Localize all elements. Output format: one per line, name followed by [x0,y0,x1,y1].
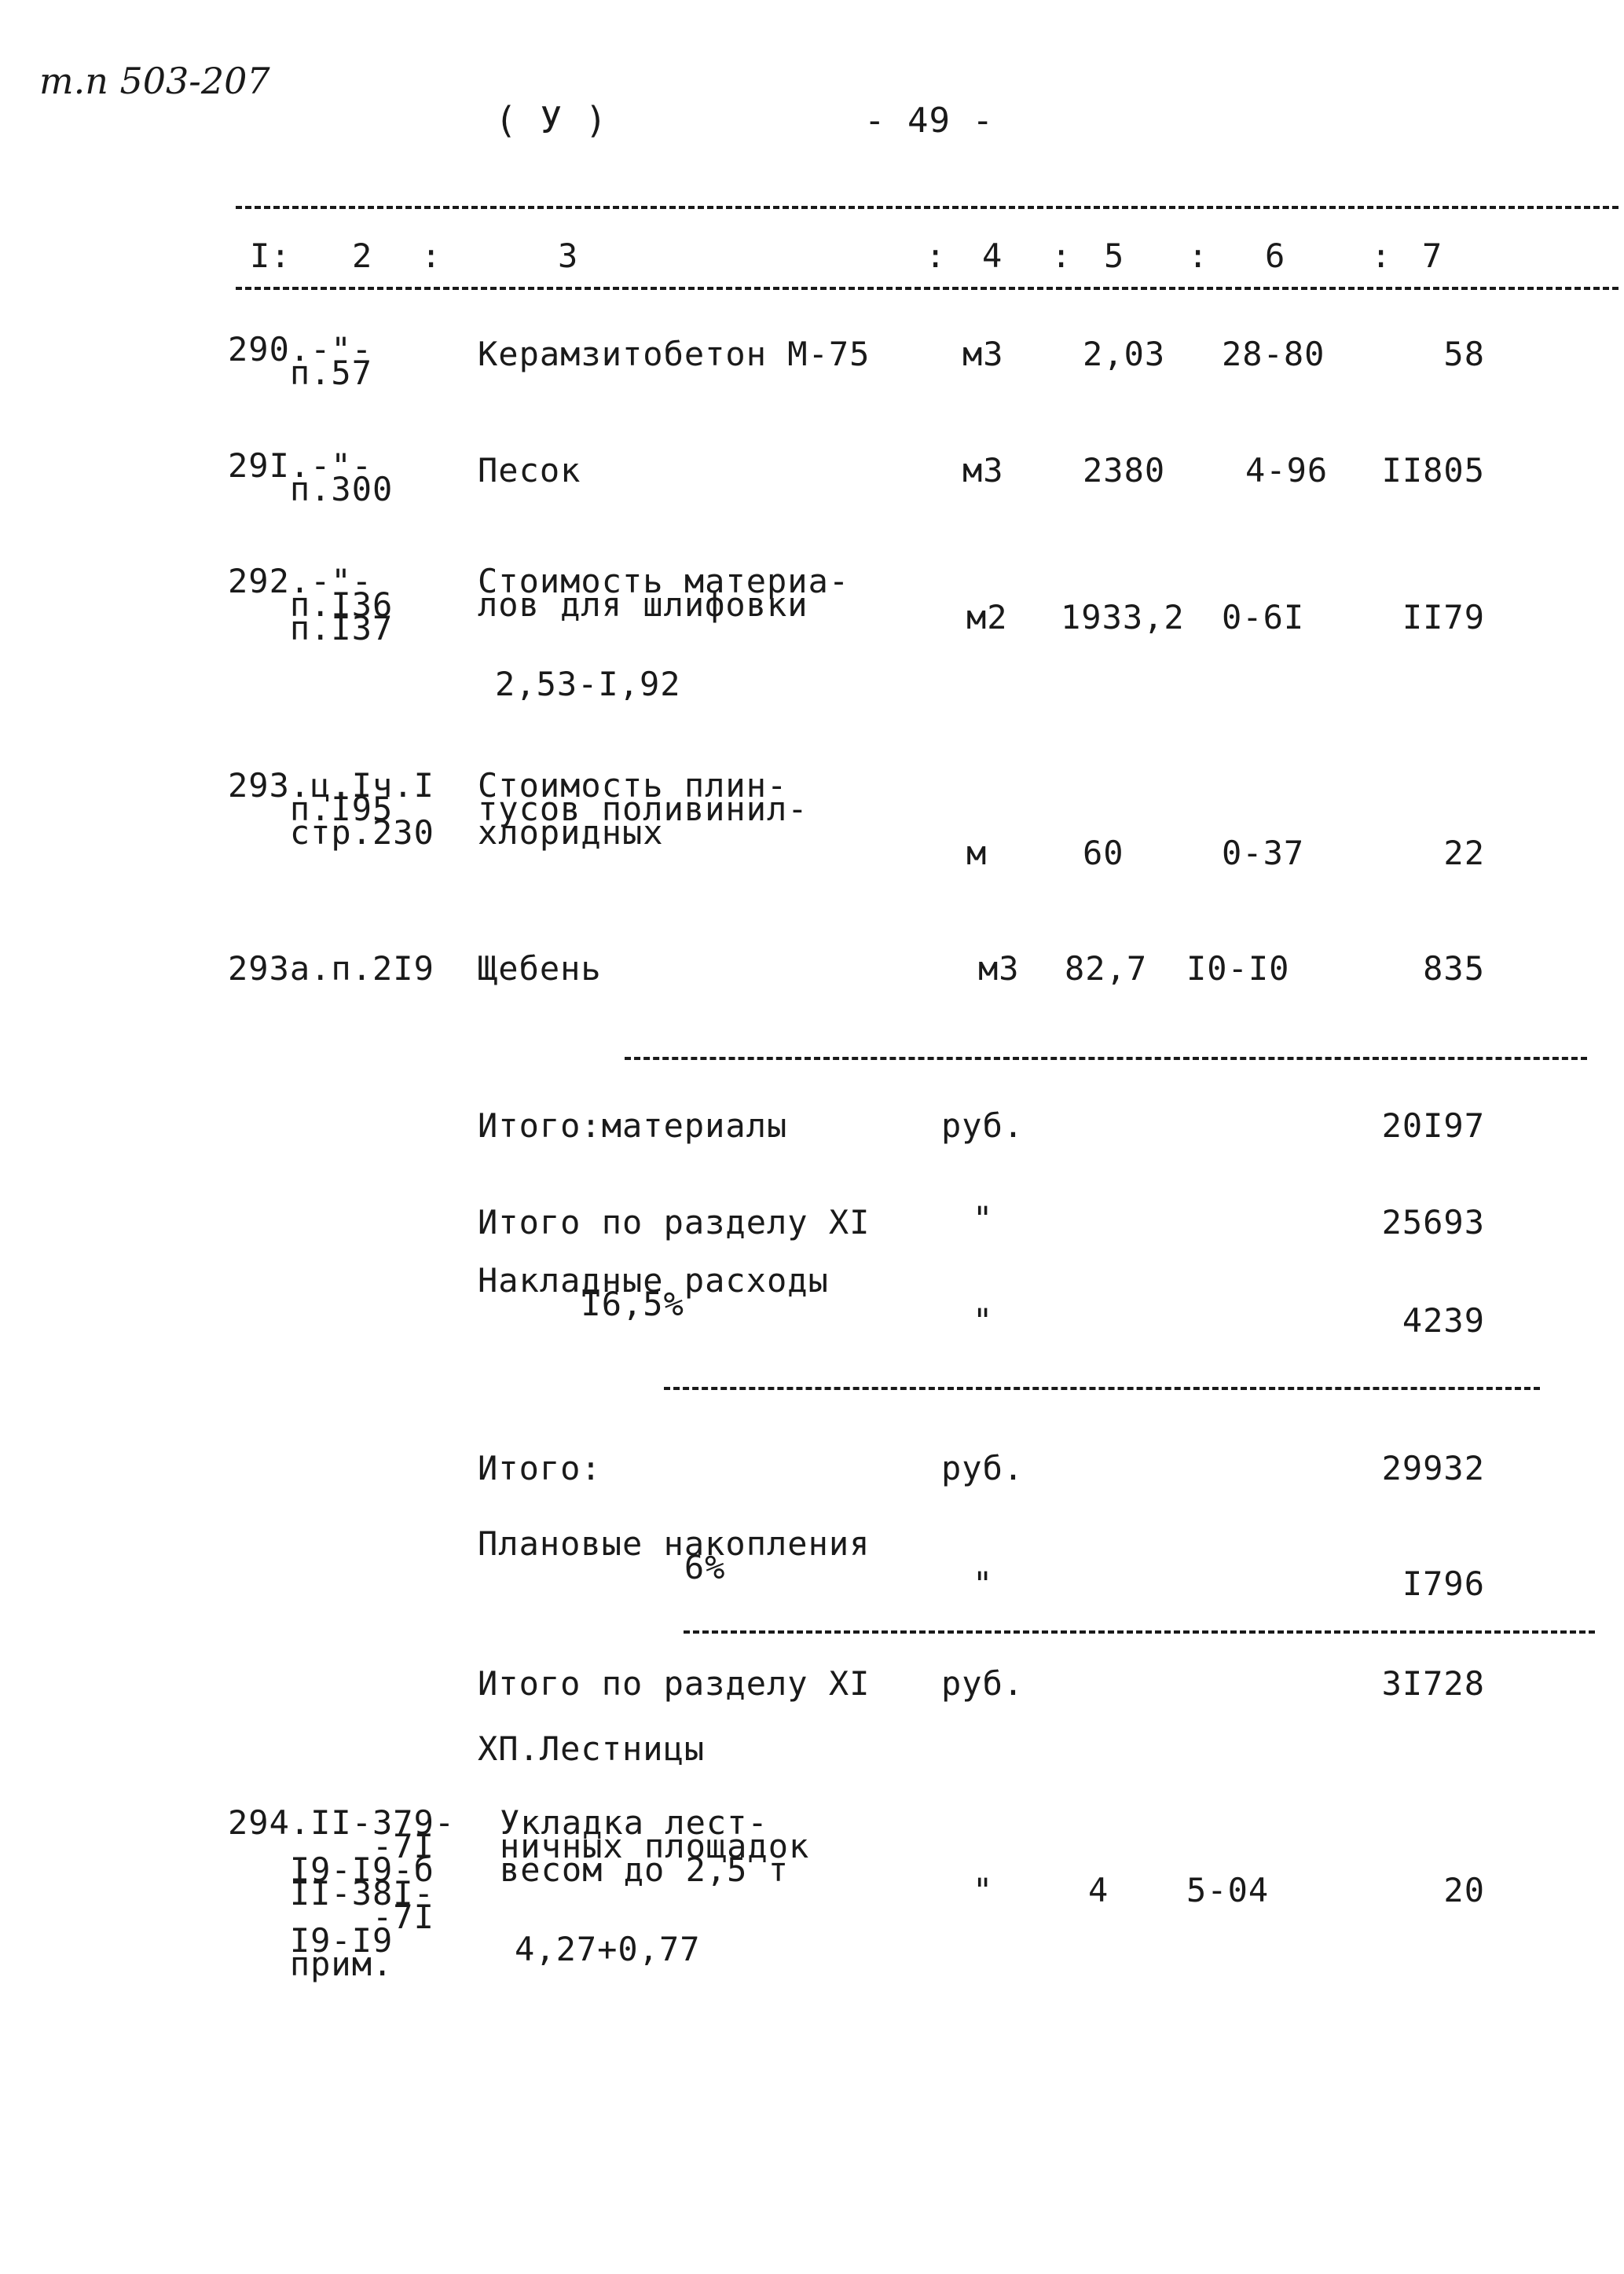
total-label: Итого:материалы [478,1106,788,1145]
row-code: 294.II-379- -7I I9-I9-б II-38I- -7I I9-I9 прим. [228,1803,456,1983]
row-note: 4,27+0,77 [515,1930,701,1968]
column-header-4: 4 [982,237,1003,275]
column-header-2: 2 [352,237,373,275]
row-name: Укладка лест- ничных площадок весом до 2,5 т [500,1803,810,1889]
total-unit: руб. [941,1449,1025,1487]
row-name: Щебень [478,949,602,988]
column-separator: : [926,237,947,275]
row-qty: 60 [1083,834,1124,872]
column-header-5: 5 [1104,237,1125,275]
row-unit: м3 [962,335,1004,373]
row-total: 20 [1443,1871,1485,1909]
row-unit: " [973,1871,994,1909]
total-label: Итого: [478,1449,602,1487]
column-separator: : [421,237,442,275]
row-price: I0-I0 [1186,949,1290,988]
column-header-7: 7 [1422,237,1443,275]
row-name: Керамзитобетон М-75 [478,335,871,373]
subtotal-rule [664,1387,1540,1390]
row-total: 835 [1423,949,1485,988]
row-qty: 1933,2 [1061,598,1185,636]
total-unit: руб. [941,1664,1025,1703]
total-unit: руб. [941,1106,1025,1145]
row-unit: м3 [978,949,1020,988]
row-price: 5-04 [1186,1871,1270,1909]
row-note: 2,53-I,92 [495,665,681,703]
subtotal-rule [684,1630,1595,1634]
row-name: Стоимость плин- тусов поливинил- хлоридных [478,766,808,852]
row-qty: 82,7 [1065,949,1148,988]
total-value: I796 [1402,1564,1485,1603]
row-code: 293.ц.Iч.I п.I95 стр.230 [228,766,434,852]
column-separator: : [1188,237,1209,275]
total-unit: " [973,1301,994,1340]
total-label: Итого по разделу XI [478,1203,871,1242]
row-price: 0-6I [1222,598,1305,636]
row-code: 290.-"- п.57 [228,330,373,392]
row-total: 22 [1443,834,1485,872]
row-name: Стоимость материа- лов для шлифовки [478,562,850,624]
total-value: 25693 [1381,1203,1485,1242]
total-label: Плановые накопления 6% [478,1524,871,1586]
total-unit: " [973,1199,994,1238]
row-qty: 2,03 [1083,335,1166,373]
row-qty: 2380 [1083,451,1166,490]
total-unit: " [973,1564,994,1603]
row-total: 58 [1443,335,1485,373]
row-name: Песок [478,451,581,490]
total-value: 4239 [1402,1301,1485,1340]
row-code: 293а.п.2I9 [228,949,434,988]
total-value: 29932 [1381,1449,1485,1487]
section-heading: XП.Лестницы [478,1729,706,1768]
total-label: Итого по разделу XI [478,1664,871,1703]
column-separator: : [1371,237,1392,275]
header-top-rule [236,206,1619,209]
section-mark: ( У ) [495,99,608,141]
row-price: 4-96 [1245,451,1329,490]
row-code: 292.-"- п.I36 п.I37 [228,562,394,647]
column-header-1: I: [250,237,291,275]
header-bottom-rule [236,287,1619,290]
total-value: 20I97 [1381,1106,1485,1145]
row-unit: м [966,834,988,872]
row-qty: 4 [1088,1871,1109,1909]
row-total: II805 [1381,451,1485,490]
row-price: 0-37 [1222,834,1305,872]
document-code: т.п 503-207 [39,60,270,102]
column-header-6: 6 [1265,237,1286,275]
row-price: 28-80 [1222,335,1325,373]
row-unit: м2 [966,598,1008,636]
page-number: - 49 - [864,101,994,141]
total-label: Накладные расходы I6,5% [478,1261,829,1323]
row-code: 29I.-"- п.300 [228,446,394,508]
column-header-3: 3 [558,237,579,275]
row-total: II79 [1402,598,1485,636]
total-value: 3I728 [1381,1664,1485,1703]
row-unit: м3 [962,451,1004,490]
column-separator: : [1051,237,1072,275]
subtotal-rule [625,1057,1587,1060]
